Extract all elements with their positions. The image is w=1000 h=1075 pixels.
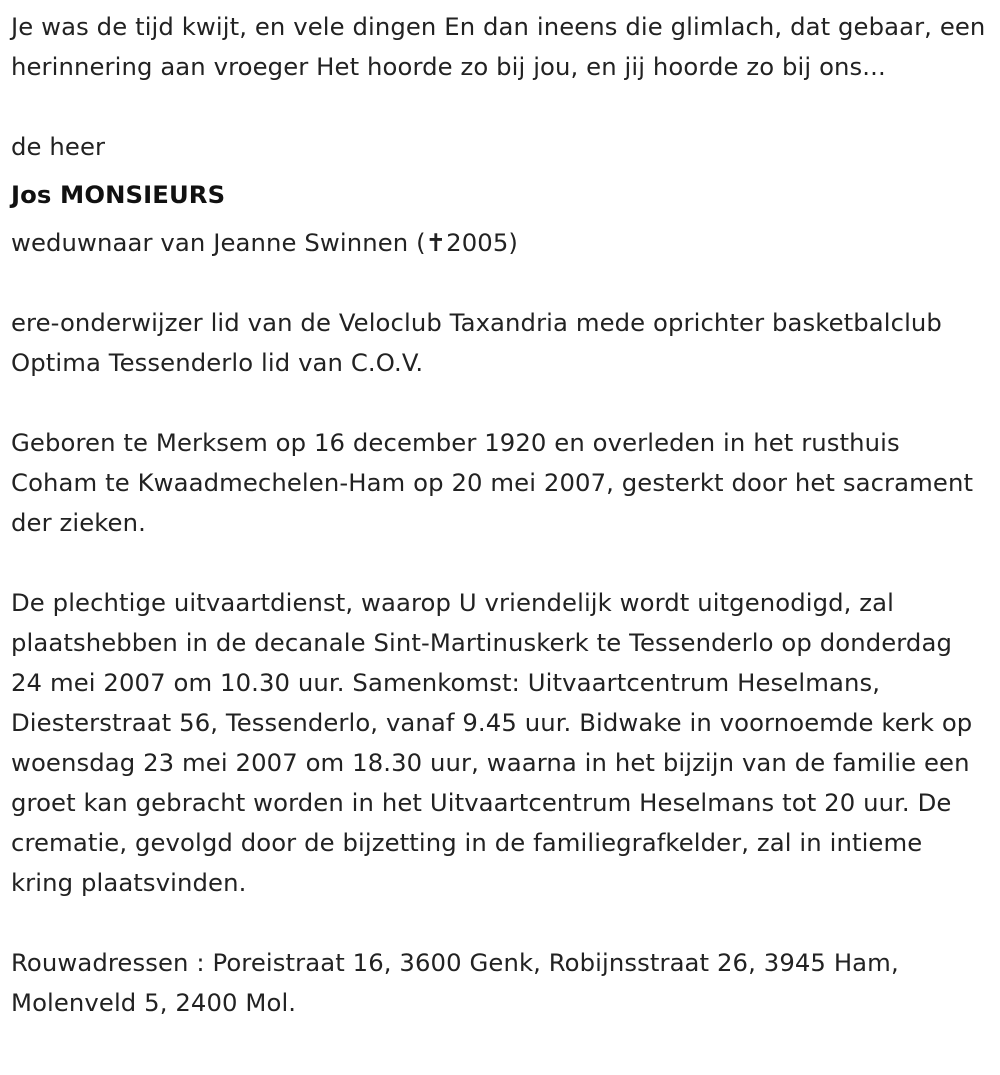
spouse-line <box>11 223 988 263</box>
spacer <box>11 543 988 583</box>
funeral-paragraph: De plechtige uitvaartdienst, waarop U vriendelijk wordt uitgenodigd, zal plaatshebben in de decanale Sint-Martinuskerk te Tessenderlo op donderdag 24 mei 2007 om 10.30 uur. Samenkomst: Uitvaartcentrum Heselmans, Diesterstraat 56, Tessenderlo, vanaf 9.45 uur. Bidwake in voornoemde kerk op woensdag 23 mei 2007 om 18.30 uur, waarna in het bijzijn van de familie een groet kan gebracht worden in het Uitvaartcentrum Heselmans tot 20 uur. De crematie, gevolgd door de bijzetting in de familiegrafkelder, zal in intieme kring plaatsvinden. <box>11 588 973 897</box>
birth-death-paragraph: Geboren te Merksem op 16 december 1920 en overleden in het rusthuis Coham te Kwaadmechelen-Ham op 20 mei 2007, gesterkt door het sacrament der zieken. <box>11 428 974 537</box>
spacer <box>11 903 988 943</box>
spacer <box>11 87 988 127</box>
intro-poem: Je was de tijd kwijt, en vele dingen En dan ineens die glimlach, dat gebaar, een herinnering aan vroeger Het hoorde zo bij jou, en jij hoorde zo bij ons... <box>11 12 986 81</box>
deceased-name: Jos MONSIEURS <box>11 180 226 209</box>
roles-paragraph: ere-onderwijzer lid van de Veloclub Taxandria mede oprichter basketbalclub Optima Tessenderlo lid van C.O.V. <box>11 308 942 377</box>
spacer <box>11 263 988 303</box>
salutation: de heer <box>11 132 106 161</box>
spouse-line-prefix: weduwnaar van Jeanne Swinnen ( <box>11 228 426 257</box>
addresses-paragraph: Rouwadressen : Poreistraat 16, 3600 Genk, Robijnsstraat 26, 3945 Ham, Molenveld 5, 2400 Mol. <box>11 948 899 1017</box>
spacer <box>11 383 988 423</box>
cross-icon: ✝ <box>425 228 447 257</box>
spouse-death-year: 2005) <box>446 228 518 257</box>
